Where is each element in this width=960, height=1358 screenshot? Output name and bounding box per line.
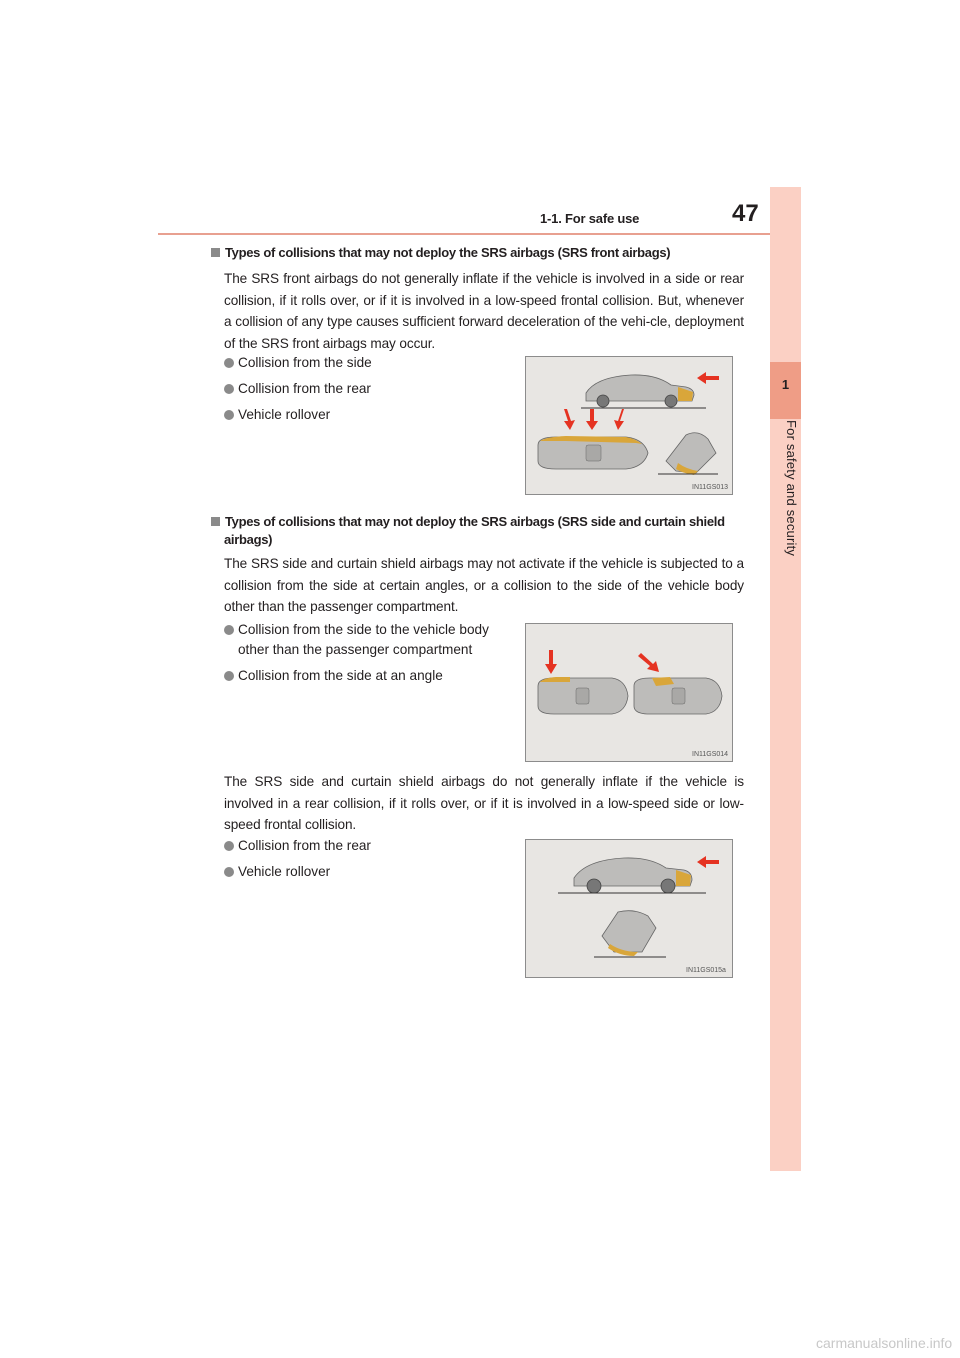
bullet-icon xyxy=(224,841,234,851)
section-title: 1-1. For safe use xyxy=(540,211,640,226)
watermark: carmanualsonline.info xyxy=(816,1335,953,1351)
body-paragraph: The SRS side and curtain shield airbags may not activate if the vehicle is subjected to a collision from the side at certain angles, or a collision to the side of the vehicle body other than the passenger compartment. xyxy=(224,556,744,614)
body-paragraph: The SRS side and curtain shield airbags do not generally inflate if the vehicle is involved in a rear collision, if it rolls over, or if it is involved in a low-speed side or low-speed frontal collision. xyxy=(224,774,744,832)
collision-illustration xyxy=(526,624,732,761)
car-rollover xyxy=(594,911,666,957)
list-item: Vehicle rollover xyxy=(224,862,330,882)
impact-arrow xyxy=(697,372,719,384)
figure-side-airbag-collisions xyxy=(525,623,733,762)
bullet-icon xyxy=(224,625,234,635)
figure-front-airbag-collisions xyxy=(525,356,733,495)
impact-arrow xyxy=(586,409,598,430)
impact-arrow xyxy=(564,409,575,430)
list-item: Collision from the rear xyxy=(224,379,371,399)
bullet-icon xyxy=(224,671,234,681)
car-top-view xyxy=(538,436,648,469)
chapter-number: 1 xyxy=(781,377,790,392)
square-bullet-icon xyxy=(211,248,220,257)
list-item: Collision from the rear xyxy=(224,836,371,856)
bullet-icon xyxy=(224,410,234,420)
car-side-view xyxy=(558,858,706,893)
impact-arrow xyxy=(545,650,557,674)
bullet-icon xyxy=(224,867,234,877)
list-item: Collision from the side xyxy=(224,353,372,373)
car-rollover xyxy=(658,433,718,475)
car-top-view xyxy=(634,677,722,714)
car-top-view xyxy=(538,677,628,714)
body-paragraph: The SRS front airbags do not generally inflate if the vehicle is involved in a side or rear collision, if it rolls over, or if it is involved in a low-speed frontal collision. But, whenever a collision of any type causes sufficient forward deceleration of the vehi-cle, deployment of the SRS front airbags may occur. xyxy=(224,271,744,351)
section-heading: Types of collisions that may not deploy the SRS airbags (SRS front airbags) xyxy=(211,244,751,262)
impact-arrow xyxy=(697,856,719,868)
section-heading-cont: airbags) xyxy=(224,532,273,547)
impact-arrow xyxy=(614,409,624,430)
impact-arrow xyxy=(638,653,659,672)
collision-illustration xyxy=(526,357,732,494)
figure-code: IN11GS013 xyxy=(692,484,729,491)
list-item-cont: other than the passenger compartment xyxy=(238,642,473,657)
list-item: Collision from the side at an angle xyxy=(224,666,443,686)
collision-illustration xyxy=(526,840,732,977)
list-item: Collision from the side to the vehicle body xyxy=(224,620,489,640)
bullet-icon xyxy=(224,358,234,368)
list-item: Vehicle rollover xyxy=(224,405,330,425)
figure-code: IN11GS014 xyxy=(692,751,729,758)
page-number: 47 xyxy=(732,200,759,227)
square-bullet-icon xyxy=(211,517,220,526)
section-heading: Types of collisions that may not deploy the SRS airbags (SRS side and curtain shield xyxy=(211,513,751,531)
bullet-icon xyxy=(224,384,234,394)
chapter-title: For safety and security xyxy=(784,420,799,557)
header-rule xyxy=(158,233,800,235)
car-side-view xyxy=(581,375,706,408)
figure-rear-rollover-collisions xyxy=(525,839,733,978)
figure-code: IN11GS015a xyxy=(686,967,726,974)
chapter-tab xyxy=(770,187,801,1171)
